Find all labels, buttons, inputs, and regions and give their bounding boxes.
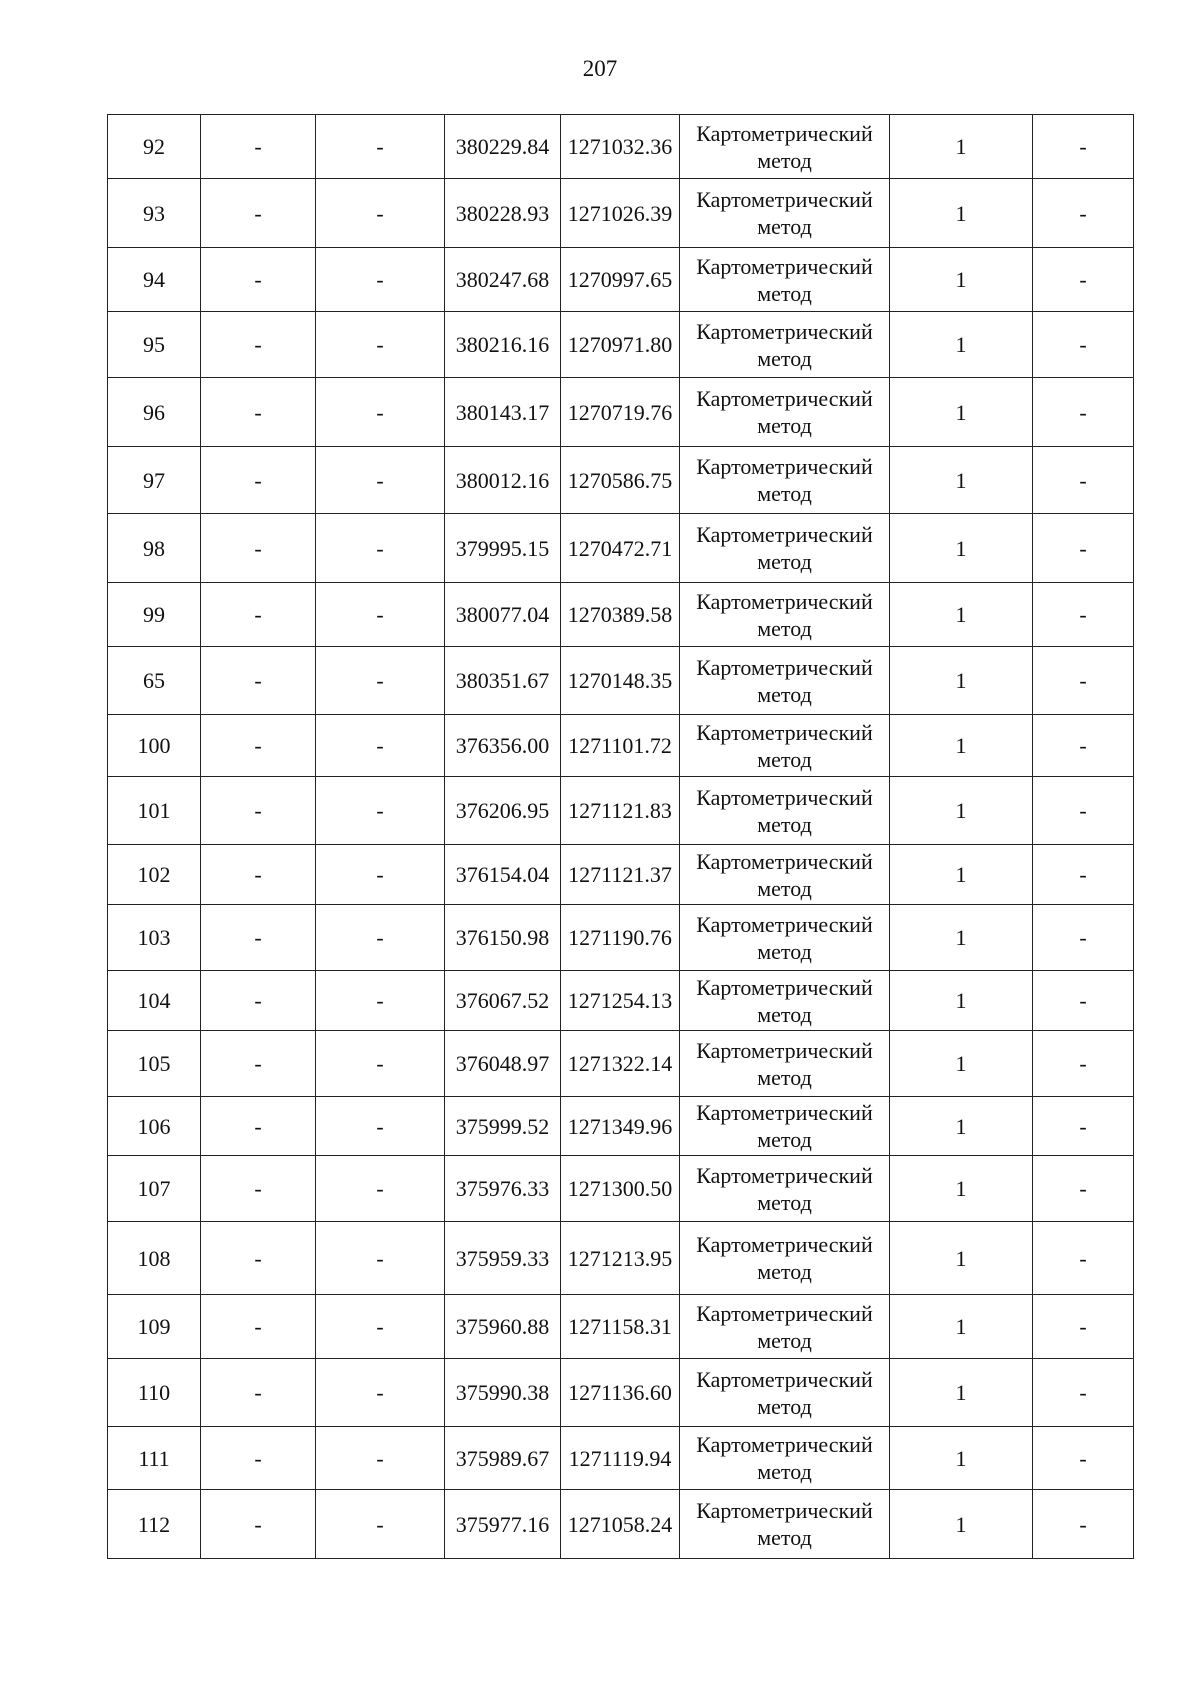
coordinate-y-cell: 1271058.24 <box>561 1490 680 1559</box>
coordinate-y-cell: 1271101.72 <box>561 715 680 777</box>
method-line-1: Картометрический <box>696 1300 873 1326</box>
method-line-1: Картометрический <box>696 1498 873 1523</box>
point-number-cell: 92 <box>108 115 201 179</box>
description-cell: - <box>1033 1295 1134 1359</box>
method-line-2: метод <box>757 1127 812 1152</box>
method-line-2: метод <box>757 681 812 707</box>
table-row <box>108 1359 1134 1427</box>
method-line-1: Картометрический <box>696 1162 873 1188</box>
empty-value-cell: - <box>201 1490 316 1559</box>
empty-value-cell: - <box>316 1097 445 1156</box>
empty-value-cell: - <box>201 905 316 971</box>
accuracy-cell: 1 <box>890 179 1033 248</box>
description-cell: - <box>1033 1427 1134 1490</box>
method-cell <box>680 115 890 179</box>
coordinate-y-cell: 1271213.95 <box>561 1222 680 1295</box>
accuracy-cell: 1 <box>890 1359 1033 1427</box>
accuracy-cell: 1 <box>890 447 1033 514</box>
method-line-1: Картометрический <box>696 1232 873 1257</box>
point-number-cell: 109 <box>108 1295 201 1359</box>
coordinate-y-cell: 1271300.50 <box>561 1156 680 1222</box>
accuracy-cell: 1 <box>890 715 1033 777</box>
table-row <box>108 647 1134 715</box>
method-cell <box>680 1359 890 1427</box>
coordinate-x-cell: 376048.97 <box>445 1031 561 1097</box>
table-row <box>108 1490 1134 1559</box>
coordinate-y-cell: 1270389.58 <box>561 583 680 647</box>
description-cell: - <box>1033 1359 1134 1427</box>
coordinate-y-cell: 1271322.14 <box>561 1031 680 1097</box>
empty-value-cell: - <box>201 312 316 378</box>
empty-value-cell: - <box>201 1295 316 1359</box>
coordinate-x-cell: 380143.17 <box>445 378 561 447</box>
method-line-1: Картометрический <box>696 454 873 479</box>
accuracy-cell: 1 <box>890 583 1033 647</box>
empty-value-cell: - <box>316 179 445 248</box>
empty-value-cell: - <box>316 312 445 378</box>
empty-value-cell: - <box>201 583 316 647</box>
point-number-cell: 111 <box>108 1427 201 1490</box>
empty-value-cell: - <box>201 715 316 777</box>
empty-value-cell: - <box>316 777 445 845</box>
table-row <box>108 514 1134 583</box>
method-cell <box>680 1490 890 1559</box>
method-cell <box>680 1222 890 1295</box>
empty-value-cell: - <box>316 514 445 583</box>
method-line-2: метод <box>757 549 812 574</box>
table-row <box>108 1156 1134 1222</box>
point-number-cell: 107 <box>108 1156 201 1222</box>
coordinate-y-cell: 1270472.71 <box>561 514 680 583</box>
method-line-1: Картометрический <box>696 588 873 614</box>
accuracy-cell: 1 <box>890 971 1033 1031</box>
coordinate-y-cell: 1270148.35 <box>561 647 680 715</box>
description-cell: - <box>1033 1031 1134 1097</box>
description-cell: - <box>1033 312 1134 378</box>
method-line-2: метод <box>757 1001 812 1027</box>
coordinate-x-cell: 375990.38 <box>445 1359 561 1427</box>
coordinate-y-cell: 1271254.13 <box>561 971 680 1031</box>
method-line-2: метод <box>757 1525 812 1550</box>
method-line-2: метод <box>757 1459 812 1484</box>
point-number-cell: 94 <box>108 248 201 312</box>
empty-value-cell: - <box>201 115 316 179</box>
table-row <box>108 378 1134 447</box>
empty-value-cell: - <box>316 583 445 647</box>
empty-value-cell: - <box>316 715 445 777</box>
method-line-1: Картометрический <box>696 719 873 745</box>
method-line-1: Картометрический <box>696 187 873 212</box>
method-cell <box>680 1097 890 1156</box>
page-number: 207 <box>582 56 618 81</box>
table-row <box>108 1097 1134 1156</box>
method-line-2: метод <box>757 214 812 239</box>
accuracy-cell: 1 <box>890 1490 1033 1559</box>
table-row <box>108 1222 1134 1295</box>
accuracy-cell: 1 <box>890 1156 1033 1222</box>
coordinate-x-cell: 379995.15 <box>445 514 561 583</box>
method-line-1: Картометрический <box>696 654 873 680</box>
description-cell: - <box>1033 1490 1134 1559</box>
description-cell: - <box>1033 115 1134 179</box>
coordinate-x-cell: 380351.67 <box>445 647 561 715</box>
method-cell <box>680 647 890 715</box>
point-number-cell: 95 <box>108 312 201 378</box>
accuracy-cell: 1 <box>890 647 1033 715</box>
table-row <box>108 447 1134 514</box>
description-cell: - <box>1033 248 1134 312</box>
method-cell <box>680 583 890 647</box>
method-cell <box>680 179 890 248</box>
empty-value-cell: - <box>316 1156 445 1222</box>
point-number-cell: 106 <box>108 1097 201 1156</box>
coordinate-y-cell: 1270997.65 <box>561 248 680 312</box>
description-cell: - <box>1033 179 1134 248</box>
empty-value-cell: - <box>201 1031 316 1097</box>
accuracy-cell: 1 <box>890 905 1033 971</box>
coordinate-y-cell: 1271158.31 <box>561 1295 680 1359</box>
method-line-2: метод <box>757 938 812 964</box>
empty-value-cell: - <box>316 905 445 971</box>
accuracy-cell: 1 <box>890 845 1033 905</box>
accuracy-cell: 1 <box>890 514 1033 583</box>
coordinates-table <box>107 114 1134 1559</box>
empty-value-cell: - <box>201 1359 316 1427</box>
method-line-2: метод <box>757 1259 812 1284</box>
point-number-cell: 97 <box>108 447 201 514</box>
empty-value-cell: - <box>201 971 316 1031</box>
table-row <box>108 715 1134 777</box>
accuracy-cell: 1 <box>890 248 1033 312</box>
coordinate-x-cell: 376356.00 <box>445 715 561 777</box>
method-line-2: метод <box>757 1327 812 1353</box>
table-row <box>108 1031 1134 1097</box>
method-cell <box>680 1031 890 1097</box>
empty-value-cell: - <box>316 447 445 514</box>
coordinate-x-cell: 375999.52 <box>445 1097 561 1156</box>
point-number-cell: 93 <box>108 179 201 248</box>
empty-value-cell: - <box>201 647 316 715</box>
coordinate-x-cell: 376154.04 <box>445 845 561 905</box>
method-cell <box>680 378 890 447</box>
method-cell <box>680 777 890 845</box>
point-number-cell: 99 <box>108 583 201 647</box>
accuracy-cell: 1 <box>890 1031 1033 1097</box>
description-cell: - <box>1033 447 1134 514</box>
method-cell <box>680 845 890 905</box>
method-line-2: метод <box>757 1393 812 1419</box>
point-number-cell: 65 <box>108 647 201 715</box>
empty-value-cell: - <box>201 777 316 845</box>
coordinate-x-cell: 375959.33 <box>445 1222 561 1295</box>
coordinate-x-cell: 376067.52 <box>445 971 561 1031</box>
method-cell <box>680 514 890 583</box>
accuracy-cell: 1 <box>890 312 1033 378</box>
empty-value-cell: - <box>316 1490 445 1559</box>
point-number-cell: 112 <box>108 1490 201 1559</box>
accuracy-cell: 1 <box>890 1222 1033 1295</box>
coordinate-x-cell: 376150.98 <box>445 905 561 971</box>
method-line-2: метод <box>757 147 812 173</box>
description-cell: - <box>1033 1222 1134 1295</box>
coordinate-y-cell: 1271121.37 <box>561 845 680 905</box>
table-row <box>108 248 1134 312</box>
method-line-2: метод <box>757 1064 812 1090</box>
method-line-1: Картометрический <box>696 318 873 344</box>
empty-value-cell: - <box>316 845 445 905</box>
method-cell <box>680 971 890 1031</box>
accuracy-cell: 1 <box>890 1295 1033 1359</box>
point-number-cell: 105 <box>108 1031 201 1097</box>
empty-value-cell: - <box>316 378 445 447</box>
description-cell: - <box>1033 777 1134 845</box>
method-line-1: Картометрический <box>696 120 873 146</box>
coordinate-y-cell: 1271026.39 <box>561 179 680 248</box>
method-line-2: метод <box>757 345 812 371</box>
description-cell: - <box>1033 1097 1134 1156</box>
method-line-2: метод <box>757 811 812 837</box>
empty-value-cell: - <box>201 1156 316 1222</box>
coordinate-x-cell: 380012.16 <box>445 447 561 514</box>
point-number-cell: 104 <box>108 971 201 1031</box>
description-cell: - <box>1033 845 1134 905</box>
method-line-2: метод <box>757 481 812 506</box>
point-number-cell: 100 <box>108 715 201 777</box>
coordinate-y-cell: 1271190.76 <box>561 905 680 971</box>
coordinate-y-cell: 1271032.36 <box>561 115 680 179</box>
empty-value-cell: - <box>201 447 316 514</box>
coordinate-y-cell: 1270971.80 <box>561 312 680 378</box>
empty-value-cell: - <box>201 514 316 583</box>
accuracy-cell: 1 <box>890 1097 1033 1156</box>
empty-value-cell: - <box>316 1359 445 1427</box>
method-line-1: Картометрический <box>696 1100 873 1125</box>
empty-value-cell: - <box>316 971 445 1031</box>
coordinate-x-cell: 380247.68 <box>445 248 561 312</box>
method-cell <box>680 447 890 514</box>
empty-value-cell: - <box>201 378 316 447</box>
empty-value-cell: - <box>316 1295 445 1359</box>
accuracy-cell: 1 <box>890 378 1033 447</box>
point-number-cell: 103 <box>108 905 201 971</box>
empty-value-cell: - <box>316 115 445 179</box>
description-cell: - <box>1033 971 1134 1031</box>
method-line-1: Картометрический <box>696 522 873 547</box>
method-cell <box>680 715 890 777</box>
coordinate-y-cell: 1271349.96 <box>561 1097 680 1156</box>
method-line-1: Картометрический <box>696 1432 873 1457</box>
accuracy-cell: 1 <box>890 115 1033 179</box>
coordinates-table-wrap <box>107 114 1133 1559</box>
method-line-2: метод <box>757 280 812 306</box>
coordinate-y-cell: 1270719.76 <box>561 378 680 447</box>
method-line-1: Картометрический <box>696 848 873 874</box>
description-cell: - <box>1033 1156 1134 1222</box>
method-line-1: Картометрический <box>696 784 873 810</box>
method-cell <box>680 1427 890 1490</box>
method-line-2: метод <box>757 413 812 438</box>
empty-value-cell: - <box>316 1222 445 1295</box>
coordinate-y-cell: 1270586.75 <box>561 447 680 514</box>
coordinate-x-cell: 380229.84 <box>445 115 561 179</box>
empty-value-cell: - <box>316 248 445 312</box>
empty-value-cell: - <box>201 1427 316 1490</box>
method-cell <box>680 1156 890 1222</box>
description-cell: - <box>1033 905 1134 971</box>
coordinate-x-cell: 375976.33 <box>445 1156 561 1222</box>
description-cell: - <box>1033 715 1134 777</box>
empty-value-cell: - <box>201 845 316 905</box>
point-number-cell: 98 <box>108 514 201 583</box>
coordinate-y-cell: 1271121.83 <box>561 777 680 845</box>
table-row <box>108 115 1134 179</box>
method-line-2: метод <box>757 615 812 641</box>
table-body <box>108 115 1134 1559</box>
point-number-cell: 110 <box>108 1359 201 1427</box>
coordinate-x-cell: 375989.67 <box>445 1427 561 1490</box>
method-line-1: Картометрический <box>696 911 873 937</box>
table-row <box>108 583 1134 647</box>
description-cell: - <box>1033 378 1134 447</box>
method-cell <box>680 1295 890 1359</box>
table-row <box>108 312 1134 378</box>
table-row <box>108 905 1134 971</box>
table-row <box>108 777 1134 845</box>
method-line-1: Картометрический <box>696 386 873 411</box>
table-row <box>108 179 1134 248</box>
coordinate-y-cell: 1271136.60 <box>561 1359 680 1427</box>
description-cell: - <box>1033 647 1134 715</box>
table-row <box>108 1295 1134 1359</box>
method-line-1: Картометрический <box>696 974 873 1000</box>
table-row <box>108 1427 1134 1490</box>
method-line-1: Картометрический <box>696 1037 873 1063</box>
empty-value-cell: - <box>201 179 316 248</box>
table-row <box>108 971 1134 1031</box>
coordinate-y-cell: 1271119.94 <box>561 1427 680 1490</box>
method-cell <box>680 248 890 312</box>
empty-value-cell: - <box>316 1031 445 1097</box>
point-number-cell: 108 <box>108 1222 201 1295</box>
coordinate-x-cell: 375977.16 <box>445 1490 561 1559</box>
method-line-2: метод <box>757 1189 812 1215</box>
table-row <box>108 845 1134 905</box>
coordinate-x-cell: 380216.16 <box>445 312 561 378</box>
description-cell: - <box>1033 583 1134 647</box>
method-line-1: Картометрический <box>696 1366 873 1392</box>
point-number-cell: 101 <box>108 777 201 845</box>
method-line-2: метод <box>757 746 812 772</box>
accuracy-cell: 1 <box>890 777 1033 845</box>
empty-value-cell: - <box>201 1222 316 1295</box>
accuracy-cell: 1 <box>890 1427 1033 1490</box>
method-line-1: Картометрический <box>696 253 873 279</box>
coordinate-x-cell: 380077.04 <box>445 583 561 647</box>
coordinate-x-cell: 380228.93 <box>445 179 561 248</box>
empty-value-cell: - <box>316 1427 445 1490</box>
empty-value-cell: - <box>316 647 445 715</box>
empty-value-cell: - <box>201 248 316 312</box>
method-line-2: метод <box>757 875 812 901</box>
empty-value-cell: - <box>201 1097 316 1156</box>
method-cell <box>680 905 890 971</box>
coordinate-x-cell: 375960.88 <box>445 1295 561 1359</box>
coordinate-x-cell: 376206.95 <box>445 777 561 845</box>
point-number-cell: 96 <box>108 378 201 447</box>
description-cell: - <box>1033 514 1134 583</box>
point-number-cell: 102 <box>108 845 201 905</box>
method-cell <box>680 312 890 378</box>
